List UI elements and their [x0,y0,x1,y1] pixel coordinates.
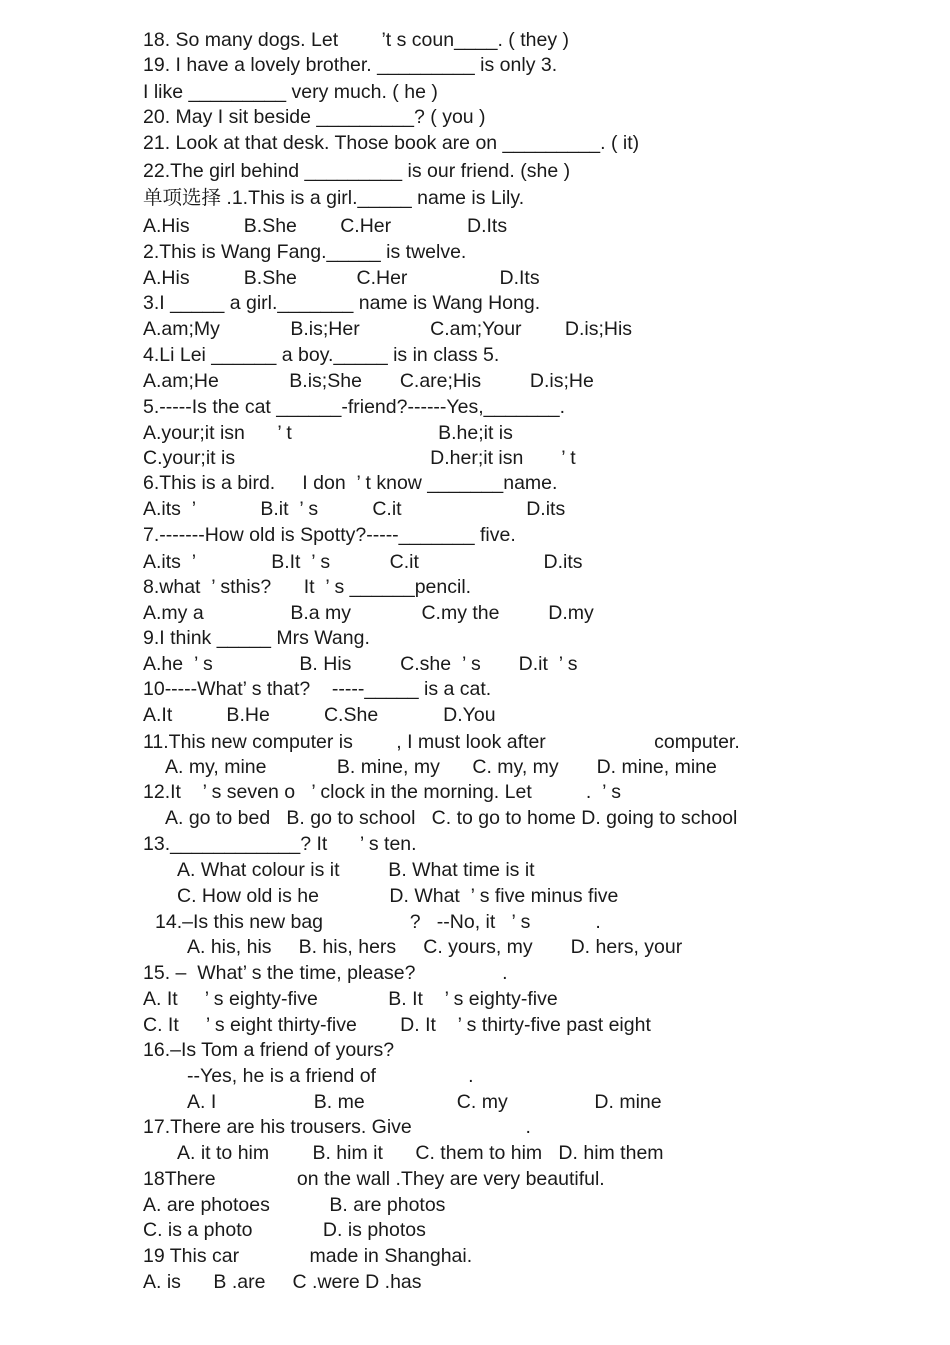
worksheet-line: 3.I _____ a girl._______ name is Wang Hong. [143,292,541,314]
worksheet-line: 6.This is a bird. I don ’ t know _______name. [143,472,558,494]
worksheet-line: 19. I have a lovely brother. _________ is only 3. [143,54,558,76]
worksheet-line: A. his, his B. his, hers C. yours, my D. hers, your [187,936,683,958]
worksheet-line: 15. – What’ s the time, please? . [143,962,508,984]
worksheet-line: 4.Li Lei ______ a boy._____ is in class 5. [143,344,500,366]
worksheet-line: C.your;it is D.her;it isn ’ t [143,447,576,469]
worksheet-line: C. It ’ s eight thirty-five D. It ’ s thirty-five past eight [143,1014,651,1036]
worksheet-line: 10-----What’ s that? -----_____ is a cat. [143,678,492,700]
worksheet-line: 11.This new computer is , I must look after computer. [143,731,740,753]
worksheet-line: 5.-----Is the cat ______-friend?------Yes,_______. [143,396,565,418]
worksheet-line: A.its ’ B.It ’ s C.it D.its [143,551,583,573]
worksheet-line: C. How old is he D. What ’ s five minus five [177,885,619,907]
worksheet-line: A. it to him B. him it C. them to him D. him them [177,1142,664,1164]
worksheet-line: 7.-------How old is Spotty?-----_______ five. [143,524,516,546]
worksheet-line: 9.I think _____ Mrs Wang. [143,627,370,649]
worksheet-line: 19 This car made in Shanghai. [143,1245,473,1267]
worksheet-line: I like _________ very much. ( he ) [143,81,438,103]
worksheet-line: 单项选择 .1.This is a girl._____ name is Lily. [143,187,525,209]
worksheet-line: A.am;He B.is;She C.are;His D.is;He [143,370,594,392]
worksheet-line: 16.–Is Tom a friend of yours? [143,1039,395,1061]
worksheet-line: A.His B.She C.Her D.Its [143,215,508,237]
worksheet-line: 20. May I sit beside _________? ( you ) [143,106,486,128]
worksheet-line: 18. So many dogs. Let ’t s coun____. ( they ) [143,29,569,51]
worksheet-line: A.It B.He C.She D.You [143,704,496,726]
worksheet-line: A. It ’ s eighty-five B. It ’ s eighty-five [143,988,558,1010]
worksheet-line: A.he ’ s B. His C.she ’ s D.it ’ s [143,653,578,675]
worksheet-line: A. are photoes B. are photos [143,1194,446,1216]
worksheet-line: C. is a photo D. is photos [143,1219,426,1241]
worksheet-line: A.am;My B.is;Her C.am;Your D.is;His [143,318,633,340]
worksheet-line: A.my a B.a my C.my the D.my [143,602,594,624]
worksheet-line: A. go to bed B. go to school C. to go to home D. going to school [165,807,738,829]
worksheet-line: 17.There are his trousers. Give . [143,1116,531,1138]
worksheet-line: 22.The girl behind _________ is our friend. (she ) [143,160,571,182]
worksheet-line: A. is B .are C .were D .has [143,1271,422,1293]
worksheet-line: A. my, mine B. mine, my C. my, my D. mine, mine [165,756,717,778]
worksheet-line: 18There on the wall .They are very beautiful. [143,1168,605,1190]
worksheet-line: A.His B.She C.Her D.Its [143,267,540,289]
worksheet-line: 14.–Is this new bag ? --No, it ’ s . [155,911,601,933]
worksheet-line: A. I B. me C. my D. mine [187,1091,662,1113]
worksheet-line: 12.It ’ s seven o ’ clock in the morning. Let . ’ s [143,781,621,803]
worksheet-line: A. What colour is it B. What time is it [177,859,535,881]
worksheet-line: 13.____________? It ’ s ten. [143,833,417,855]
worksheet-line: 2.This is Wang Fang._____ is twelve. [143,241,467,263]
worksheet-line: A.its ’ B.it ’ s C.it D.its [143,498,566,520]
worksheet-line: A.your;it isn ’ t B.he;it is [143,422,513,444]
worksheet-line: --Yes, he is a friend of . [187,1065,474,1087]
worksheet-line: 8.what ’ sthis? It ’ s ______pencil. [143,576,472,598]
worksheet-line: 21. Look at that desk. Those book are on _________. ( it) [143,132,640,154]
